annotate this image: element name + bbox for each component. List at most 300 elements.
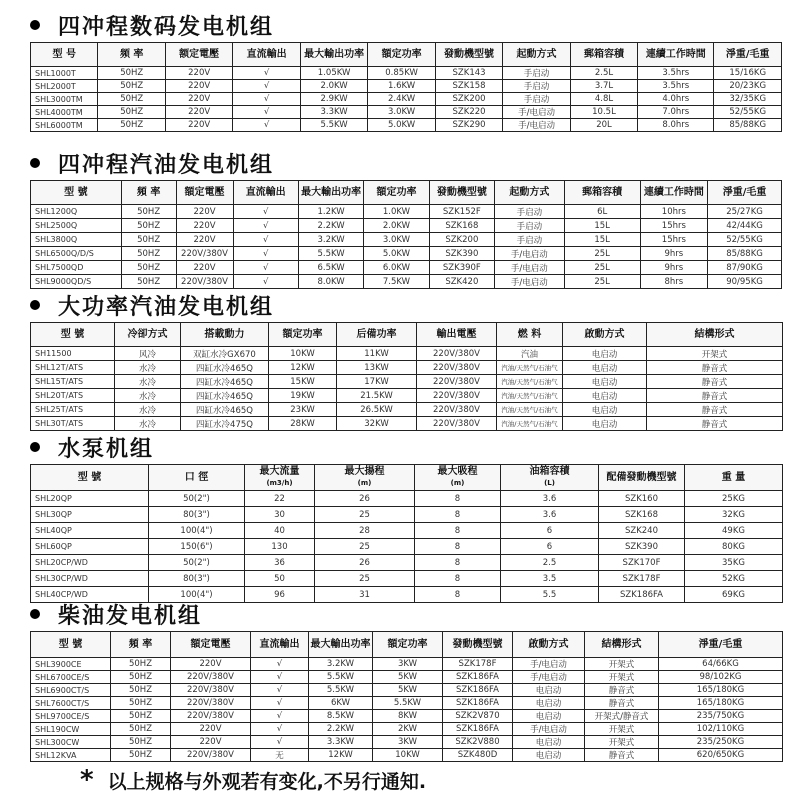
- table-row: [31, 106, 782, 119]
- table-cell: 35KG: [685, 555, 783, 571]
- table-row: [31, 219, 782, 233]
- column-header: 搭載動力: [181, 323, 269, 347]
- column-header: 重 量: [685, 465, 783, 491]
- table-cell: 50HZ: [121, 247, 176, 261]
- table-cell: √: [251, 684, 309, 697]
- table-cell: 6: [501, 539, 599, 555]
- table-cell: SZK186FA: [443, 723, 513, 736]
- column-unit: (L): [544, 479, 555, 487]
- table-cell: 69KG: [685, 587, 783, 603]
- table-cell: 10KW: [373, 749, 443, 762]
- table-row: [31, 205, 782, 219]
- table-cell: 静音式: [585, 684, 659, 697]
- table-cell: SZK2V880: [443, 736, 513, 749]
- table-cell: 15hrs: [640, 233, 708, 247]
- model-cell: SHL4000TM: [31, 106, 98, 119]
- table-cell: √: [233, 261, 298, 275]
- table-cell: 3.6: [501, 507, 599, 523]
- column-header: 頻 率: [111, 632, 171, 658]
- spec-table: [30, 180, 782, 289]
- table-cell: 102/110KG: [659, 723, 783, 736]
- table-cell: 50HZ: [121, 205, 176, 219]
- table-cell: √: [233, 67, 300, 80]
- model-cell: SHL3000TM: [31, 93, 98, 106]
- column-header: 型 號: [31, 181, 122, 205]
- table-row: [31, 389, 783, 403]
- table-cell: 12KW: [269, 361, 337, 375]
- column-header: 連續工作時間: [638, 43, 714, 67]
- table-cell: 130: [245, 539, 315, 555]
- table-cell: 8.0hrs: [638, 119, 714, 132]
- table-cell: √: [233, 233, 298, 247]
- column-header: 啟動方式: [513, 632, 585, 658]
- section-high-power-generator: [0, 288, 800, 431]
- table-cell: 静音式: [585, 697, 659, 710]
- table-cell: 220V/380V: [417, 417, 497, 431]
- table-cell: 手启动: [495, 219, 565, 233]
- table-cell: 42/44KG: [708, 219, 782, 233]
- table-cell: 52/55KG: [708, 233, 782, 247]
- column-header: 結構形式: [585, 632, 659, 658]
- table-cell: 电启动: [513, 684, 585, 697]
- table-cell: 8: [415, 491, 501, 507]
- table-cell: 静音式: [647, 417, 783, 431]
- column-header: 最大輸出功率: [309, 632, 373, 658]
- table-cell: 50HZ: [111, 723, 171, 736]
- model-cell: SHL60QP: [31, 539, 149, 555]
- model-cell: SHL7600CT/S: [31, 697, 111, 710]
- table-cell: 5.5KW: [298, 247, 363, 261]
- table-cell: 25L: [564, 275, 640, 289]
- table-cell: 26.5KW: [337, 403, 417, 417]
- column-header: 額定功率: [368, 43, 435, 67]
- table-cell: 50HZ: [98, 67, 165, 80]
- table-cell: SZK143: [435, 67, 502, 80]
- column-header: 燃 料: [497, 323, 563, 347]
- bullet-icon: [30, 158, 40, 168]
- table-cell: 3.0KW: [368, 106, 435, 119]
- model-cell: SHL1200Q: [31, 205, 122, 219]
- table-cell: 电启动: [563, 417, 647, 431]
- table-cell: 85/88KG: [708, 247, 782, 261]
- table-cell: 220V: [176, 261, 233, 275]
- table-cell: 80(3"): [149, 507, 245, 523]
- model-cell: SHL6900CT/S: [31, 684, 111, 697]
- table-cell: 25: [315, 507, 415, 523]
- table-row: [31, 671, 783, 684]
- table-cell: 手/电启动: [495, 261, 565, 275]
- column-header: 最大揚程 (m): [315, 465, 415, 491]
- table-cell: SZK158: [435, 80, 502, 93]
- table-cell: 5.5KW: [373, 697, 443, 710]
- table-cell: 220V/380V: [417, 361, 497, 375]
- column-header: 型 号: [31, 43, 98, 67]
- table-cell: 220V/380V: [171, 710, 251, 723]
- model-cell: SHL30CP/WD: [31, 571, 149, 587]
- table-cell: 26: [315, 555, 415, 571]
- table-cell: √: [233, 275, 298, 289]
- table-cell: 11KW: [337, 347, 417, 361]
- table-cell: 5.5: [501, 587, 599, 603]
- table-cell: 8: [415, 571, 501, 587]
- table-cell: SZK170F: [599, 555, 685, 571]
- section-title: 柴油发电机组: [0, 597, 800, 631]
- table-cell: 8KW: [373, 710, 443, 723]
- table-cell: 开架式/静音式: [585, 710, 659, 723]
- column-header: 額定功率: [364, 181, 429, 205]
- table-cell: 3.2KW: [309, 658, 373, 671]
- spec-table: [30, 42, 782, 132]
- table-cell: 手启动: [503, 67, 570, 80]
- table-cell: √: [233, 205, 298, 219]
- table-cell: 50HZ: [111, 684, 171, 697]
- table-header-row: [31, 465, 783, 491]
- table-cell: SZK186FA: [443, 671, 513, 684]
- column-unit: (m): [450, 479, 465, 487]
- table-cell: √: [233, 80, 300, 93]
- table-cell: 220V: [165, 67, 232, 80]
- model-cell: SHL3900CE: [31, 658, 111, 671]
- table-row: [31, 233, 782, 247]
- column-header: 起動方式: [503, 43, 570, 67]
- section-title: 大功率汽油发电机组: [0, 288, 800, 322]
- table-row: [31, 491, 783, 507]
- table-cell: 52/55KG: [714, 106, 782, 119]
- table-cell: 8: [415, 507, 501, 523]
- column-header: 直流輸出: [233, 181, 298, 205]
- spec-table: [30, 631, 783, 762]
- table-cell: 50: [245, 571, 315, 587]
- table-cell: 19KW: [269, 389, 337, 403]
- table-cell: √: [251, 723, 309, 736]
- table-cell: SZK420: [429, 275, 494, 289]
- table-cell: 220V/380V: [417, 403, 497, 417]
- table-row: [31, 403, 783, 417]
- table-cell: 220V/380V: [417, 347, 497, 361]
- model-cell: SHL20CP/WD: [31, 555, 149, 571]
- column-header: 后備功率: [337, 323, 417, 347]
- table-cell: √: [251, 736, 309, 749]
- table-cell: 5.0KW: [368, 119, 435, 132]
- table-cell: 5.5KW: [309, 684, 373, 697]
- table-row: [31, 507, 783, 523]
- table-cell: 85/88KG: [714, 119, 782, 132]
- spec-table: [30, 322, 783, 431]
- table-cell: 手/电启动: [503, 119, 570, 132]
- table-cell: 32KG: [685, 507, 783, 523]
- table-cell: 1.6KW: [368, 80, 435, 93]
- model-cell: SHL9700CE/S: [31, 710, 111, 723]
- table-cell: 5.0KW: [364, 247, 429, 261]
- table-cell: 220V: [165, 93, 232, 106]
- table-cell: 2.0KW: [300, 80, 367, 93]
- column-header: 額定功率: [373, 632, 443, 658]
- section-title: 水泵机组: [0, 430, 800, 464]
- asterisk-icon: *: [80, 765, 94, 795]
- table-header-row: [31, 323, 783, 347]
- table-cell: 8: [415, 555, 501, 571]
- table-cell: 四缸水冷465Q: [181, 361, 269, 375]
- table-cell: 4.0hrs: [638, 93, 714, 106]
- section-title: 四冲程数码发电机组: [0, 8, 800, 42]
- table-cell: 手启动: [495, 205, 565, 219]
- model-cell: SHL25T/ATS: [31, 403, 115, 417]
- table-cell: 水冷: [115, 417, 181, 431]
- table-cell: 50HZ: [98, 93, 165, 106]
- table-cell: 5.5KW: [300, 119, 367, 132]
- spec-table: [30, 464, 783, 603]
- column-header: 淨重/毛重: [659, 632, 783, 658]
- table-cell: 静音式: [647, 403, 783, 417]
- table-cell: 220V/380V: [417, 375, 497, 389]
- column-unit: (m): [357, 479, 372, 487]
- table-cell: 32KW: [337, 417, 417, 431]
- column-header: 最大流量 (m3/h): [245, 465, 315, 491]
- model-cell: SH11500: [31, 347, 115, 361]
- table-cell: 32/35KG: [714, 93, 782, 106]
- table-cell: 汽油/天然气/石油气: [497, 403, 563, 417]
- table-cell: 25: [315, 571, 415, 587]
- table-row: [31, 736, 783, 749]
- table-cell: 手/电启动: [495, 275, 565, 289]
- table-cell: 7.0hrs: [638, 106, 714, 119]
- table-cell: 9hrs: [640, 247, 708, 261]
- column-header: 輸出電壓: [417, 323, 497, 347]
- table-cell: 50HZ: [111, 736, 171, 749]
- table-cell: 3KW: [373, 736, 443, 749]
- table-cell: SZK240: [599, 523, 685, 539]
- table-cell: 49KG: [685, 523, 783, 539]
- table-cell: 8: [415, 523, 501, 539]
- table-row: [31, 417, 783, 431]
- column-header: 額定功率: [269, 323, 337, 347]
- model-cell: SHL3800Q: [31, 233, 122, 247]
- table-cell: SZK480D: [443, 749, 513, 762]
- table-cell: √: [233, 93, 300, 106]
- table-cell: 50HZ: [98, 106, 165, 119]
- table-row: [31, 119, 782, 132]
- table-cell: 165/180KG: [659, 697, 783, 710]
- column-header: 额定電壓: [165, 43, 232, 67]
- model-cell: SHL20QP: [31, 491, 149, 507]
- table-cell: 220V/380V: [171, 749, 251, 762]
- table-cell: 1.2KW: [298, 205, 363, 219]
- table-cell: 25: [315, 539, 415, 555]
- table-cell: 开架式: [585, 658, 659, 671]
- table-cell: 汽油/天然气/石油气: [497, 389, 563, 403]
- table-cell: 64/66KG: [659, 658, 783, 671]
- table-cell: 40: [245, 523, 315, 539]
- table-cell: SZK200: [435, 93, 502, 106]
- table-cell: 36: [245, 555, 315, 571]
- column-header: 連續工作時間: [640, 181, 708, 205]
- table-cell: 50HZ: [111, 697, 171, 710]
- table-cell: 15KW: [269, 375, 337, 389]
- table-cell: SZK168: [599, 507, 685, 523]
- table-cell: 235/750KG: [659, 710, 783, 723]
- table-cell: √: [233, 119, 300, 132]
- column-header: 郵箱容積: [564, 181, 640, 205]
- table-cell: 220V/380V: [171, 671, 251, 684]
- section-title: 四冲程汽油发电机组: [0, 146, 800, 180]
- table-cell: 80KG: [685, 539, 783, 555]
- table-cell: 电启动: [513, 736, 585, 749]
- table-cell: 220V: [176, 205, 233, 219]
- column-header: 淨重/毛重: [714, 43, 782, 67]
- table-cell: 手/电启动: [513, 671, 585, 684]
- table-cell: 220V: [165, 119, 232, 132]
- model-cell: SHL30T/ATS: [31, 417, 115, 431]
- table-cell: 50HZ: [121, 219, 176, 233]
- model-cell: SHL6500Q/D/S: [31, 247, 122, 261]
- table-cell: 220V: [176, 233, 233, 247]
- table-header-row: [31, 181, 782, 205]
- table-row: [31, 375, 783, 389]
- table-cell: 开架式: [585, 671, 659, 684]
- bullet-icon: [30, 609, 40, 619]
- table-cell: 7.5KW: [364, 275, 429, 289]
- table-cell: 220V/380V: [171, 697, 251, 710]
- table-cell: 10KW: [269, 347, 337, 361]
- footnote: [80, 765, 426, 795]
- table-cell: 220V/380V: [171, 684, 251, 697]
- table-cell: 5.5KW: [309, 671, 373, 684]
- table-cell: 开架式: [647, 347, 783, 361]
- table-cell: 水冷: [115, 375, 181, 389]
- table-cell: SZK152F: [429, 205, 494, 219]
- column-header: 頻 率: [121, 181, 176, 205]
- table-cell: 手/电启动: [495, 247, 565, 261]
- table-cell: 8hrs: [640, 275, 708, 289]
- table-cell: 15L: [564, 219, 640, 233]
- table-row: [31, 658, 783, 671]
- column-header: 淨重/毛重: [708, 181, 782, 205]
- table-cell: 620/650KG: [659, 749, 783, 762]
- section-diesel-generator: [0, 597, 800, 762]
- section-gasoline-generator: [0, 146, 800, 289]
- table-cell: 26: [315, 491, 415, 507]
- table-cell: 四缸水冷465Q: [181, 403, 269, 417]
- table-cell: 150(6"): [149, 539, 245, 555]
- table-cell: 12KW: [309, 749, 373, 762]
- table-cell: 2.5L: [570, 67, 637, 80]
- table-cell: 50HZ: [121, 261, 176, 275]
- model-cell: SHL6700CE/S: [31, 671, 111, 684]
- table-cell: 6: [501, 523, 599, 539]
- table-cell: 98/102KG: [659, 671, 783, 684]
- table-cell: 50HZ: [121, 233, 176, 247]
- table-row: [31, 723, 783, 736]
- column-header: 型 號: [31, 323, 115, 347]
- table-cell: √: [251, 671, 309, 684]
- table-cell: 开架式: [585, 736, 659, 749]
- table-cell: 28KW: [269, 417, 337, 431]
- table-cell: 2.5: [501, 555, 599, 571]
- table-cell: 2.2KW: [298, 219, 363, 233]
- table-cell: 2.4KW: [368, 93, 435, 106]
- table-cell: 165/180KG: [659, 684, 783, 697]
- table-cell: SZK160: [599, 491, 685, 507]
- table-cell: 电启动: [563, 403, 647, 417]
- table-cell: 手/电启动: [503, 106, 570, 119]
- table-cell: 3.5hrs: [638, 67, 714, 80]
- model-cell: SHL7500QD: [31, 261, 122, 275]
- table-cell: 13KW: [337, 361, 417, 375]
- table-cell: 3.5hrs: [638, 80, 714, 93]
- table-cell: 28: [315, 523, 415, 539]
- table-cell: 3KW: [373, 658, 443, 671]
- model-cell: SHL12T/ATS: [31, 361, 115, 375]
- table-cell: 25KG: [685, 491, 783, 507]
- table-cell: 5KW: [373, 671, 443, 684]
- table-cell: 220V: [165, 106, 232, 119]
- table-cell: 25L: [564, 247, 640, 261]
- table-cell: SZK186FA: [443, 684, 513, 697]
- table-cell: 50(2"): [149, 491, 245, 507]
- model-cell: SHL190CW: [31, 723, 111, 736]
- table-cell: 汽油/天然气/石油气: [497, 417, 563, 431]
- table-cell: 3.0KW: [364, 233, 429, 247]
- table-cell: 水冷: [115, 389, 181, 403]
- table-row: [31, 93, 782, 106]
- table-cell: 80(3"): [149, 571, 245, 587]
- table-cell: 50(2"): [149, 555, 245, 571]
- column-header: 結構形式: [647, 323, 783, 347]
- table-row: [31, 80, 782, 93]
- model-cell: SHL40CP/WD: [31, 587, 149, 603]
- table-cell: 235/250KG: [659, 736, 783, 749]
- table-cell: 2KW: [373, 723, 443, 736]
- table-cell: 2.9KW: [300, 93, 367, 106]
- table-row: [31, 523, 783, 539]
- column-header: 發動機型號: [435, 43, 502, 67]
- table-cell: 17KW: [337, 375, 417, 389]
- table-cell: 100(4"): [149, 523, 245, 539]
- model-cell: SHL40QP: [31, 523, 149, 539]
- table-cell: 手启动: [503, 93, 570, 106]
- table-cell: √: [251, 697, 309, 710]
- table-cell: 3.7L: [570, 80, 637, 93]
- table-row: [31, 555, 783, 571]
- table-cell: √: [251, 710, 309, 723]
- table-cell: 双缸水冷GX670: [181, 347, 269, 361]
- table-cell: 25L: [564, 261, 640, 275]
- table-cell: √: [233, 106, 300, 119]
- column-header: 频 率: [98, 43, 165, 67]
- table-cell: 6L: [564, 205, 640, 219]
- table-cell: 96: [245, 587, 315, 603]
- table-cell: SZK390: [599, 539, 685, 555]
- table-cell: 20/23KG: [714, 80, 782, 93]
- table-cell: 4.8L: [570, 93, 637, 106]
- column-header: 冷卻方式: [115, 323, 181, 347]
- table-cell: 30: [245, 507, 315, 523]
- table-cell: 水冷: [115, 403, 181, 417]
- table-row: [31, 361, 783, 375]
- table-cell: SZK186FA: [443, 697, 513, 710]
- column-header: 啟動方式: [563, 323, 647, 347]
- bullet-icon: [30, 300, 40, 310]
- table-cell: 15hrs: [640, 219, 708, 233]
- table-cell: SZK2V870: [443, 710, 513, 723]
- table-cell: 8.5KW: [309, 710, 373, 723]
- table-cell: 50HZ: [98, 119, 165, 132]
- section-digital-generator: [0, 8, 800, 132]
- table-row: [31, 697, 783, 710]
- table-cell: 四缸水冷465Q: [181, 389, 269, 403]
- table-cell: 8: [415, 587, 501, 603]
- column-header: 額定電壓: [171, 632, 251, 658]
